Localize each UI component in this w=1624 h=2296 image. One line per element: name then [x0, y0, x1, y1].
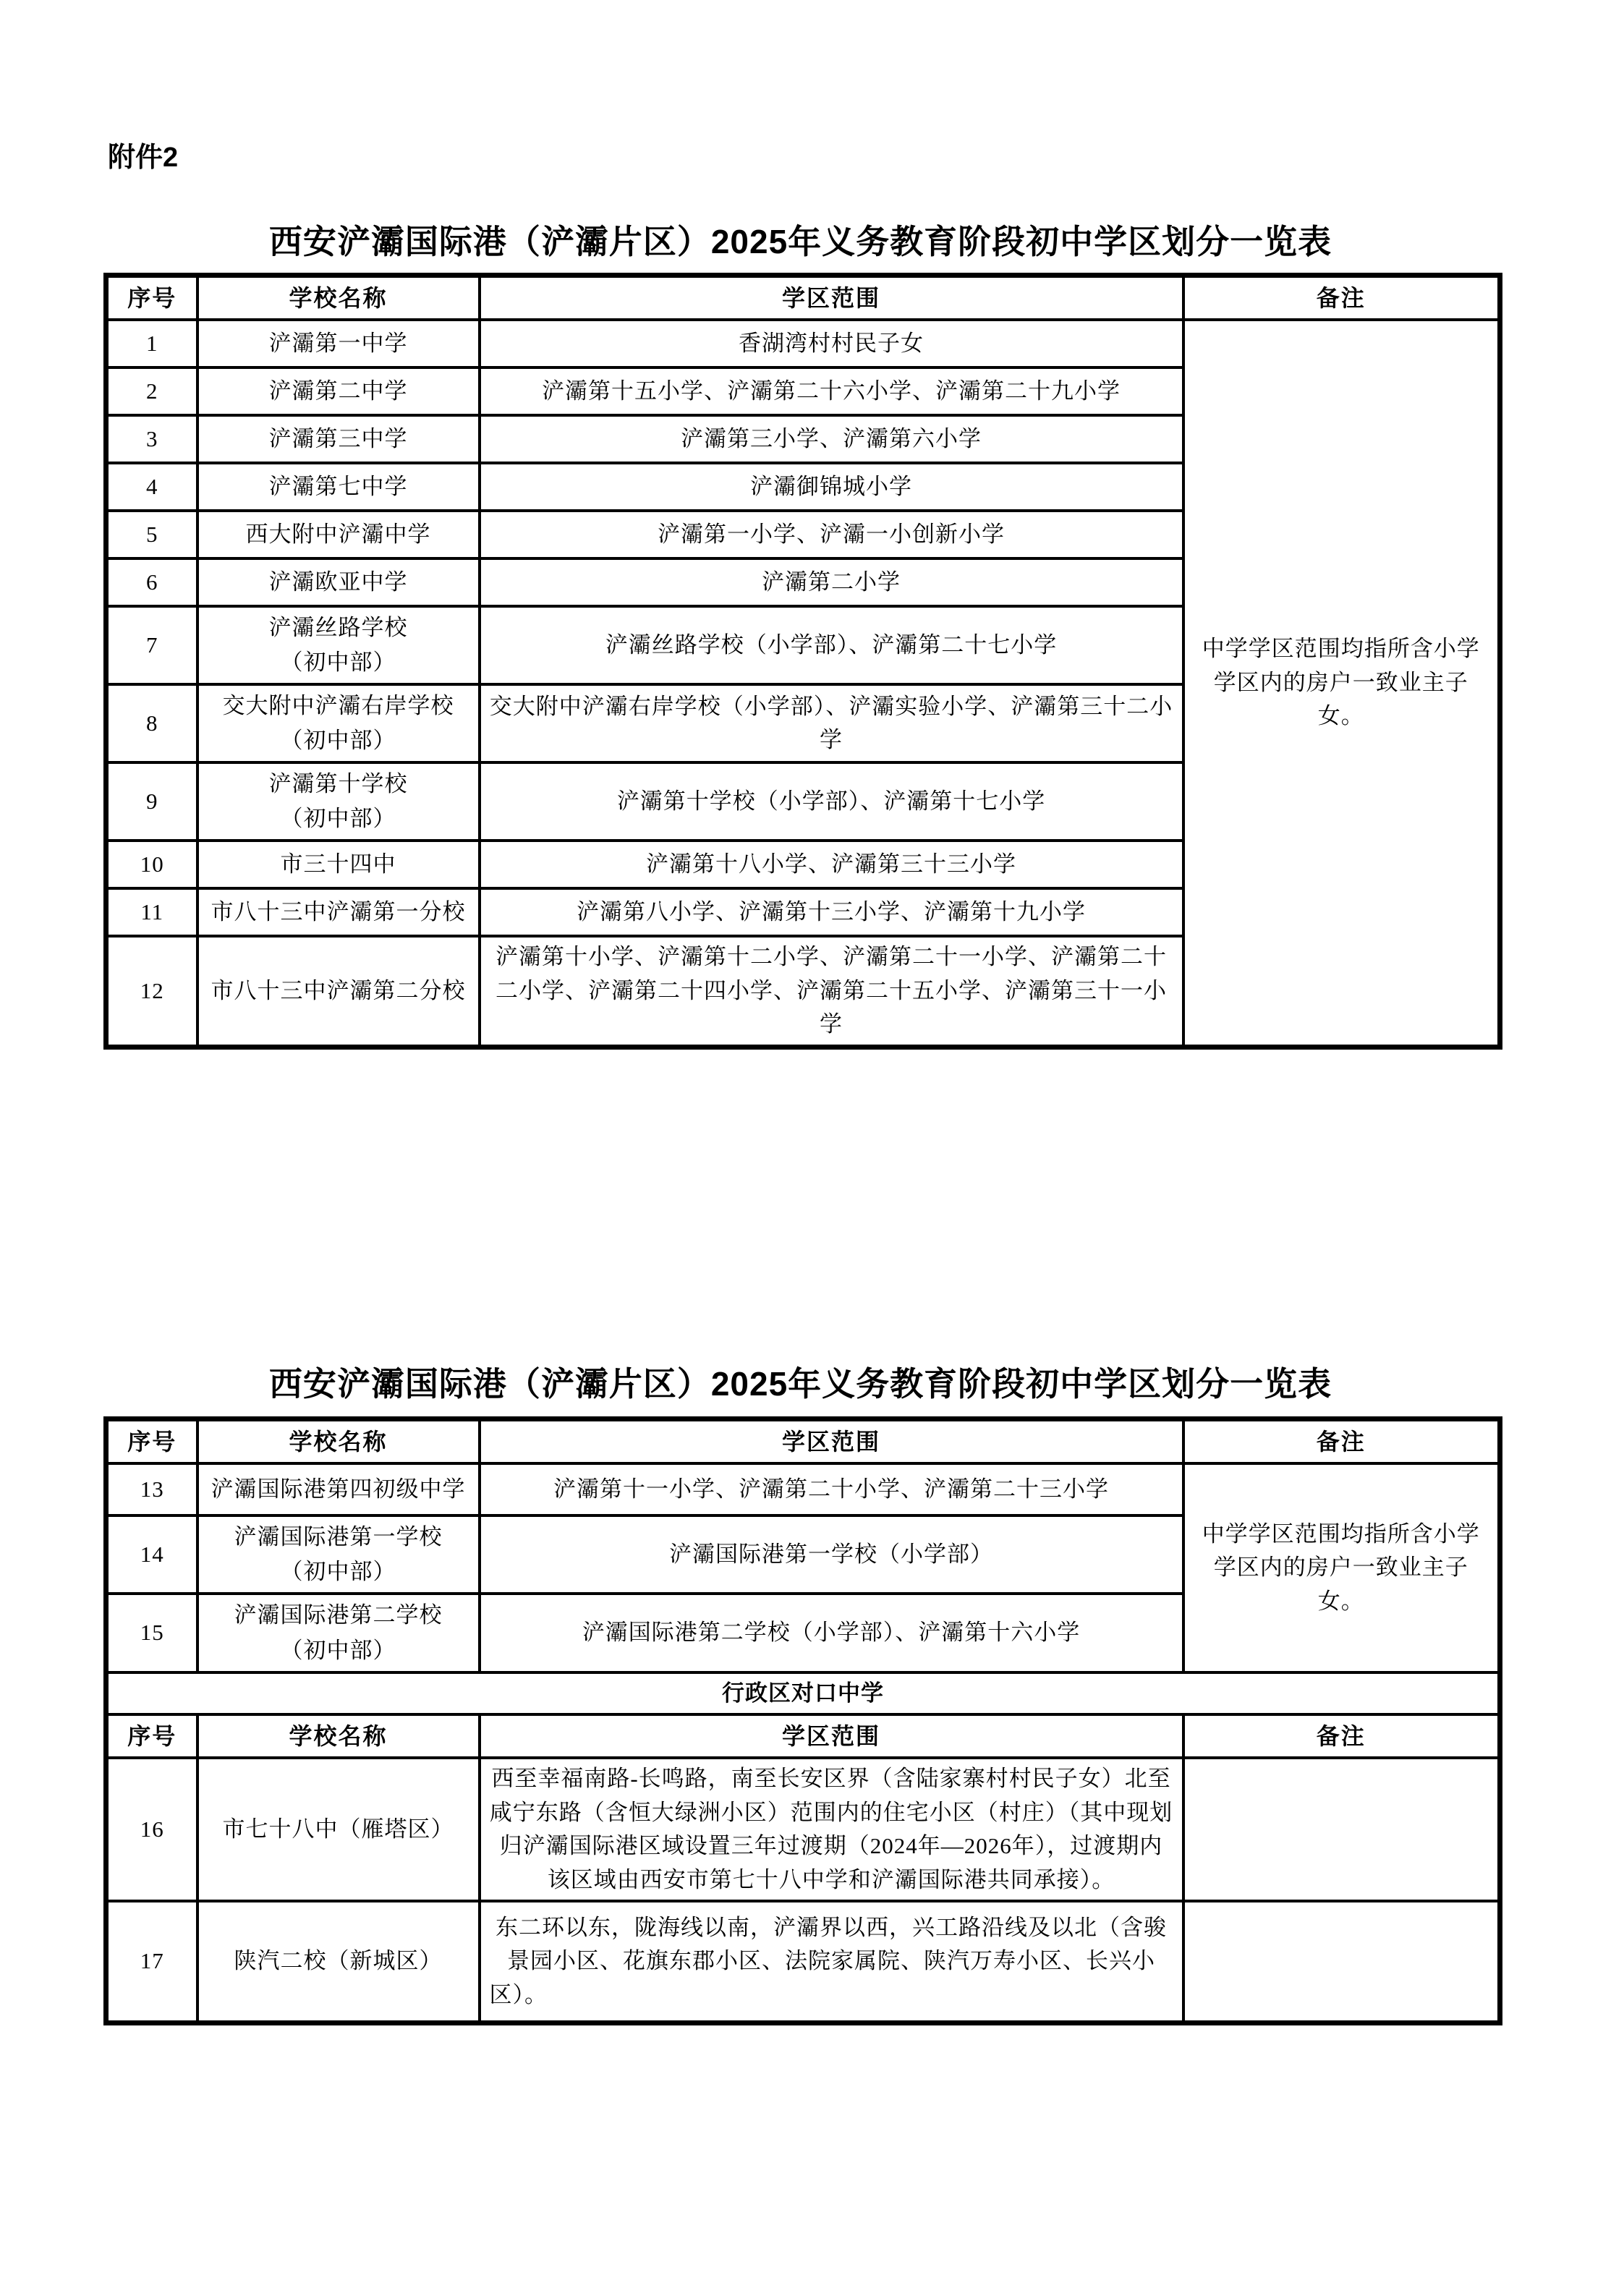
range-cell: 浐灞第十一小学、浐灞第二十小学、浐灞第二十三小学	[480, 1463, 1183, 1515]
table-row	[106, 320, 1500, 367]
school-cell	[197, 684, 480, 762]
range-cell: 浐灞第二小学	[480, 558, 1183, 606]
school-cell: 西大附中浐灞中学	[197, 511, 480, 558]
header-school: 学校名称	[197, 1714, 480, 1758]
range-cell: 浐灞第十学校（小学部）、浐灞第十七小学	[480, 762, 1183, 841]
school-cell: 浐灞欧亚中学	[197, 558, 480, 606]
section-title-row	[106, 1672, 1500, 1715]
no-cell: 4	[106, 463, 197, 511]
table2-title: 西安浐灞国际港（浐灞片区）2025年义务教育阶段初中学区划分一览表	[268, 1364, 1332, 1403]
header-remark: 备注	[1183, 1419, 1500, 1464]
school-cell: 市三十四中	[197, 841, 480, 888]
table1-header-row	[106, 276, 1500, 320]
table-row	[106, 1463, 1500, 1515]
header-no: 序号	[106, 276, 197, 320]
table-row	[106, 1758, 1500, 1901]
range-cell: 西至幸福南路-长鸣路，南至长安区界（含陆家寨村村民子女）北至咸宁东路（含恒大绿洲小区）范围内的住宅小区（村庄）（其中现划归浐灞国际港区域设置三年过渡期（2024年—2026年），过渡期内该区域由西安市第七十八中学和浐灞国际港共同承接）。	[480, 1758, 1183, 1901]
range-cell: 浐灞第三小学、浐灞第六小学	[480, 415, 1183, 463]
school-cell: 市八十三中浐灞第一分校	[197, 888, 480, 936]
range-cell: 交大附中浐灞右岸学校（小学部）、浐灞实验小学、浐灞第三十二小学	[480, 684, 1183, 762]
school-name-line1: 浐灞丝路学校	[268, 615, 408, 641]
range-cell: 浐灞第一小学、浐灞一小创新小学	[480, 511, 1183, 558]
remark-cell-empty	[1183, 1901, 1500, 2023]
no-cell: 2	[106, 367, 197, 415]
school-name-line1: 浐灞国际港第二学校	[234, 1602, 443, 1628]
school-cell	[197, 606, 480, 684]
no-cell: 9	[106, 762, 197, 841]
range-cell: 浐灞丝路学校（小学部）、浐灞第二十七小学	[480, 606, 1183, 684]
school-cell	[197, 1594, 480, 1672]
range-cell: 香湖湾村村民子女	[480, 320, 1183, 367]
range-cell: 浐灞第十小学、浐灞第十二小学、浐灞第二十一小学、浐灞第二十二小学、浐灞第二十四小学、浐灞第二十五小学、浐灞第三十一小学	[480, 936, 1183, 1047]
header-range: 学区范围	[480, 1714, 1183, 1758]
school-name-line2: （初中部）	[280, 806, 396, 832]
header-school: 学校名称	[197, 1419, 480, 1464]
remark-cell: 中学学区范围均指所含小学学区内的房户一致业主子女。	[1183, 320, 1500, 1047]
school-name-line1: 浐灞第十学校	[268, 771, 408, 797]
section-title: 行政区对口中学	[106, 1672, 1500, 1715]
school-name-line2: （初中部）	[280, 1559, 396, 1585]
no-cell: 10	[106, 841, 197, 888]
range-cell: 浐灞国际港第二学校（小学部）、浐灞第十六小学	[480, 1594, 1183, 1672]
no-cell: 11	[106, 888, 197, 936]
no-cell: 15	[106, 1594, 197, 1672]
school-cell	[197, 1515, 480, 1594]
no-cell: 8	[106, 684, 197, 762]
range-cell: 浐灞第八小学、浐灞第十三小学、浐灞第十九小学	[480, 888, 1183, 936]
no-cell: 1	[106, 320, 197, 367]
no-cell: 5	[106, 511, 197, 558]
no-cell: 14	[106, 1515, 197, 1594]
school-name-line1: 交大附中浐灞右岸学校	[222, 693, 454, 719]
school-cell: 浐灞第二中学	[197, 367, 480, 415]
header-no: 序号	[106, 1714, 197, 1758]
no-cell: 6	[106, 558, 197, 606]
no-cell: 16	[106, 1758, 197, 1901]
school-name-line2: （初中部）	[280, 650, 396, 676]
table2-header-row	[106, 1419, 1500, 1464]
no-cell: 12	[106, 936, 197, 1047]
school-cell: 浐灞国际港第四初级中学	[197, 1463, 480, 1515]
school-name-line1: 浐灞国际港第一学校	[234, 1524, 443, 1550]
no-cell: 13	[106, 1463, 197, 1515]
no-cell: 17	[106, 1901, 197, 2023]
school-cell: 浐灞第三中学	[197, 415, 480, 463]
school-name-line2: （初中部）	[280, 1637, 396, 1663]
range-cell: 浐灞国际港第一学校（小学部）	[480, 1515, 1183, 1594]
school-cell: 浐灞第一中学	[197, 320, 480, 367]
range-cell: 浐灞第十五小学、浐灞第二十六小学、浐灞第二十九小学	[480, 367, 1183, 415]
school-cell: 陕汽二校（新城区）	[197, 1901, 480, 2023]
range-cell: 浐灞第十八小学、浐灞第三十三小学	[480, 841, 1183, 888]
header-remark: 备注	[1183, 1714, 1500, 1758]
range-cell: 浐灞御锦城小学	[480, 463, 1183, 511]
school-cell: 浐灞第七中学	[197, 463, 480, 511]
table1	[103, 273, 1502, 1050]
range-cell: 东二环以东，陇海线以南，浐灞界以西，兴工路沿线及以北（含骏景园小区、花旗东郡小区、法院家属院、陕汽万寿小区、长兴小区）。	[480, 1901, 1183, 2023]
header-no: 序号	[106, 1419, 197, 1464]
table2	[103, 1416, 1502, 2025]
remark-cell: 中学学区范围均指所含小学学区内的房户一致业主子女。	[1183, 1463, 1500, 1672]
table-row	[106, 1901, 1500, 2023]
attachment-label: 附件2	[108, 143, 179, 173]
school-cell	[197, 762, 480, 841]
table1-title: 西安浐灞国际港（浐灞片区）2025年义务教育阶段初中学区划分一览表	[268, 222, 1332, 260]
no-cell: 7	[106, 606, 197, 684]
school-cell: 市七十八中（雁塔区）	[197, 1758, 480, 1901]
no-cell: 3	[106, 415, 197, 463]
header-remark: 备注	[1183, 276, 1500, 320]
school-name-line2: （初中部）	[280, 728, 396, 754]
school-cell: 市八十三中浐灞第二分校	[197, 936, 480, 1047]
remark-cell-empty	[1183, 1758, 1500, 1901]
header-range: 学区范围	[480, 1419, 1183, 1464]
section-header-row	[106, 1714, 1500, 1758]
header-school: 学校名称	[197, 276, 480, 320]
header-range: 学区范围	[480, 276, 1183, 320]
